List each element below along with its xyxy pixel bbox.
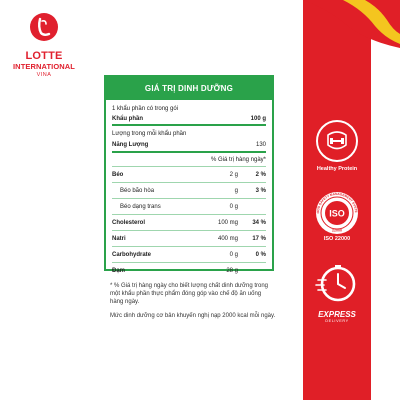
nutrient-label: Béo dạng trans xyxy=(120,203,161,210)
express-label: EXPRESS xyxy=(318,310,356,319)
corner-decoration-icon xyxy=(303,0,400,48)
nutrient-label: Carbohydrate xyxy=(112,251,152,258)
nutrient-amount: 28 g xyxy=(226,267,238,274)
express-delivery-icon xyxy=(314,262,360,308)
nutrient-label: Natri xyxy=(112,235,126,242)
nutrient-row-sodium xyxy=(112,231,266,247)
nutrient-pct: 3 % xyxy=(255,187,266,194)
footnote-calories: Mức dinh dưỡng cơ bản khuyến nghị nạp 2000 kcal mỗi ngày. xyxy=(110,313,276,319)
energy-row xyxy=(112,139,266,153)
nutrient-amount: 2 g xyxy=(229,171,238,178)
nutrient-amount: 400 mg xyxy=(217,235,238,242)
nutrition-panel xyxy=(104,75,274,274)
nutrient-label: Đạm xyxy=(112,267,126,274)
brand-logo xyxy=(6,12,82,79)
serving-size-row xyxy=(112,113,266,126)
serving-label: Khẩu phần xyxy=(112,115,143,122)
nutrient-row-fat xyxy=(112,167,266,183)
nutrient-amount: 0 g xyxy=(229,203,238,210)
energy-label: Năng Lượng xyxy=(112,142,149,148)
brand-line2: INTERNATIONAL xyxy=(13,62,75,71)
servings-row xyxy=(112,104,266,113)
footnote-daily-value: * % Giá trị hàng ngày cho biết lượng chất dinh dưỡng trong một khẩu phần thực phẩm đóng góp vào chế độ ăn uống hàng ngày. xyxy=(110,283,268,305)
nutrient-label: Béo bão hòa xyxy=(120,187,155,194)
energy-value: 130 xyxy=(255,142,266,148)
nutrient-row-carbohydrate xyxy=(112,247,266,263)
servings-text: 1 khẩu phần có trong gói xyxy=(112,105,179,112)
healthy-protein-icon xyxy=(314,118,360,164)
nutrient-amount: 100 mg xyxy=(217,219,238,226)
nutrient-row-saturated-fat xyxy=(112,183,266,199)
brand-name: LOTTE xyxy=(25,50,63,62)
nutrient-pct: 2 % xyxy=(255,171,266,178)
per-serving-label: Lượng trong mỗi khẩu phần xyxy=(112,130,187,137)
nutrient-pct: 0 % xyxy=(255,251,266,258)
nutrient-row-cholesterol xyxy=(112,215,266,231)
brand-line3: VINA xyxy=(36,72,52,78)
nutrient-amount: 0 g xyxy=(229,251,238,258)
nutrient-pct: 34 % xyxy=(252,219,266,226)
nutrient-amount: g xyxy=(234,187,238,194)
iso-text: ISO xyxy=(329,208,345,219)
lotte-logo-icon xyxy=(29,12,59,42)
nutrient-row-protein xyxy=(112,263,266,278)
iso-ring-top: OOD SAFETY MANAGEMENT SYSTE xyxy=(315,191,359,214)
healthy-protein-label: Healthy Protein xyxy=(316,166,358,172)
nutrient-label: Béo xyxy=(112,171,124,178)
per-serving-row xyxy=(112,128,266,139)
footnote xyxy=(110,282,276,326)
nutrient-row-trans-fat xyxy=(112,199,266,215)
iso-ring-bottom: 22000 xyxy=(332,228,342,233)
iso-certification-icon xyxy=(314,190,360,236)
express-sub-label: DELIVERY xyxy=(325,319,349,323)
dv-header: % Giá trị hàng ngày* xyxy=(210,156,266,163)
iso-label: ISO 22000 xyxy=(323,236,351,242)
dv-header-row xyxy=(112,153,266,167)
nutrient-label: Cholesterol xyxy=(112,219,146,226)
nutrient-pct: 17 % xyxy=(252,235,266,242)
serving-value: 100 g xyxy=(250,115,266,122)
panel-title: GIÁ TRỊ DINH DƯỠNG xyxy=(106,77,272,100)
